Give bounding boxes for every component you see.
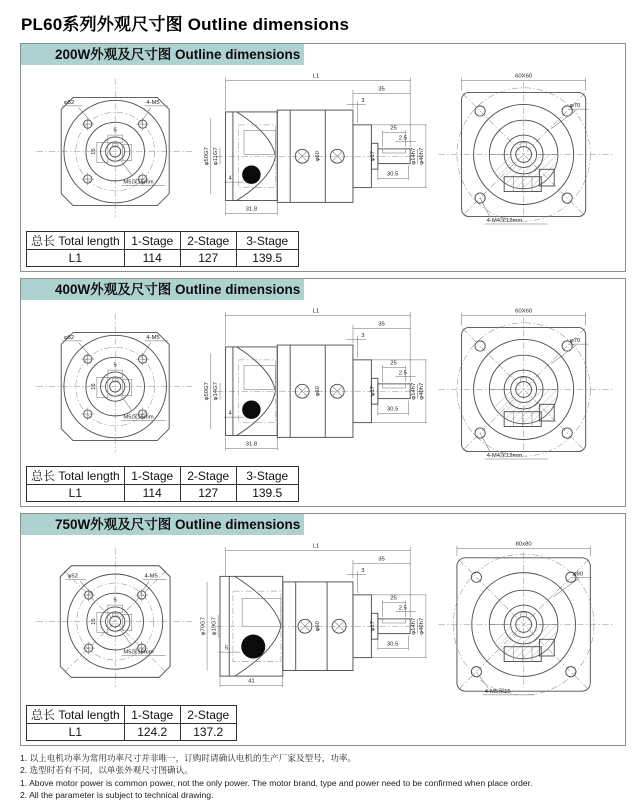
centerlines: [439, 82, 614, 217]
shaft-dia-label: φ14h7: [410, 617, 417, 635]
section-750w-header: 750W外观及尺寸图 Outline dimensions: [21, 514, 304, 535]
key-height-label: 16: [91, 618, 98, 625]
leader-line: [480, 433, 490, 452]
collar-dia-label: φ17: [369, 386, 376, 397]
collar-dia-label: φ17: [369, 621, 376, 632]
front-bolt-holes-label: 4-M5: [146, 99, 160, 106]
key-width-label: 5: [113, 127, 117, 134]
total-length-label: L1: [312, 308, 320, 315]
dimension-lines: [207, 547, 427, 687]
rear-square-label: 80x80: [515, 541, 532, 548]
section-200w-drawings: [21, 65, 625, 229]
table-cell: 139.5: [236, 485, 298, 502]
dimension-lines: [210, 77, 426, 215]
section-200w: [20, 43, 626, 272]
rear-view-drawing: [431, 302, 621, 464]
rear-bolt-holes-label: 4-M5深15: [484, 689, 511, 696]
spigot-dia-label: φ50G7: [203, 147, 210, 166]
table-header: 2-Stage: [180, 467, 236, 485]
front-tapped-holes-label: M5深15mm: [123, 649, 154, 656]
shaft-dia-label: φ14h7: [410, 382, 417, 400]
rear-square-label: 60X60: [515, 308, 533, 315]
front-tapped-holes-label: M5深15mm: [123, 414, 154, 421]
table-cell: 137.2: [180, 724, 236, 741]
rear-circle-dia-label: φ70: [570, 103, 581, 110]
front-length-label: 35: [377, 86, 385, 93]
table-header: 3-Stage: [236, 232, 298, 250]
dimension-table-400w: [26, 466, 299, 502]
spigot-depth-label: 4: [228, 410, 232, 417]
spigot-dia-label: φ50G7: [203, 382, 210, 401]
dimension-table-750w: [26, 705, 237, 741]
page-title: PL60系列外观尺寸图 Outline dimensions: [21, 15, 350, 34]
body-dia-label: φ60: [314, 151, 321, 162]
front-view-drawing: [31, 302, 196, 462]
pilot-dia-label: φ40h7: [418, 147, 425, 165]
front-view-drawing: [31, 67, 196, 227]
side-view-drawing: [196, 537, 431, 697]
bore-dia-label: φ11G7: [212, 147, 219, 166]
table-cell: 114: [124, 250, 180, 267]
table-cell: L1: [27, 250, 125, 267]
note-line: 1. Above motor power is common power, not the only power. The motor brand, type and power need to be confirmed when place order.: [20, 777, 533, 788]
bore-dia-label: φ19G7: [211, 617, 218, 636]
section-750w: [20, 513, 626, 746]
table-header: 2-Stage: [180, 232, 236, 250]
spigot-dia-label: φ70G7: [200, 617, 207, 636]
leader-line: [142, 343, 151, 357]
table-cell: 127: [180, 485, 236, 502]
pilot-dia-label: φ40h7: [418, 382, 425, 400]
motor-adapter-body: [220, 576, 283, 676]
adapter-length-label: 31.8: [245, 206, 257, 213]
leader-line: [552, 110, 577, 129]
shaft-length-label: 30.5: [386, 406, 399, 413]
front-length-label: 35: [377, 321, 385, 328]
key-length-label: 25: [389, 125, 397, 132]
shaft-dia-label: φ14h7: [410, 147, 417, 165]
table-header: 总长 Total length: [27, 467, 125, 485]
table-header: 2-Stage: [180, 706, 236, 724]
rear-view-drawing: [431, 537, 621, 699]
rear-bolt-holes-label: 4-M4深12mm: [486, 453, 523, 460]
front-tapped-holes-label: M5深15mm: [123, 179, 154, 186]
table-cell: 139.5: [236, 250, 298, 267]
spigot-depth-label: 5: [224, 645, 228, 652]
cable-plug: [242, 165, 260, 183]
key-width-label: 5: [113, 362, 117, 369]
table-cell: L1: [27, 485, 125, 502]
table-cell: 124.2: [124, 724, 180, 741]
centerlines: [36, 78, 193, 217]
step-label: 3: [360, 567, 365, 574]
key-height-label: 16: [91, 148, 98, 155]
table-header: 3-Stage: [236, 467, 298, 485]
table-header: 总长 Total length: [27, 232, 125, 250]
section-200w-header: 200W外观及尺寸图 Outline dimensions: [21, 44, 304, 65]
front-view-drawing: [31, 537, 196, 697]
shaft-length-label: 30.5: [386, 171, 399, 178]
body-dia-label: φ60: [314, 386, 321, 397]
shaft-length-label: 30.5: [386, 641, 399, 648]
rear-square-label: 60X60: [515, 73, 533, 80]
leader-line: [477, 672, 489, 689]
key-depth-label: 2.5: [398, 370, 407, 377]
adapter-length-label: 41: [247, 678, 255, 685]
leader-line: [553, 578, 579, 597]
section-750w-drawings: [21, 535, 625, 699]
bore-dia-label: φ14G7: [212, 382, 219, 401]
front-length-label: 35: [377, 556, 385, 563]
total-length-label: L1: [312, 543, 320, 550]
key-depth-label: 2.5: [398, 605, 407, 612]
note-line: 1. 以上电机功率为常用功率尺寸并非唯一，订购时请确认电机的生产厂家及型号，功率。: [20, 753, 357, 763]
body-dia-label: φ60: [314, 621, 321, 632]
pilot-dia-label: φ40h7: [418, 617, 425, 635]
key-length-label: 25: [389, 595, 397, 602]
front-bolt-holes-label: 4-M5: [144, 573, 158, 580]
leader-line: [480, 198, 490, 217]
side-view-drawing: [196, 67, 431, 227]
dimension-table-200w: [26, 231, 299, 267]
leader-line: [142, 108, 151, 122]
front-flange-dia-label: φ52: [63, 99, 75, 106]
cable-plug: [242, 400, 260, 418]
table-cell: 127: [180, 250, 236, 267]
rear-circle-dia-label: φ90: [572, 571, 584, 578]
table-cell: L1: [27, 724, 125, 741]
rear-bolt-holes-label: 4-M4深12mm: [486, 218, 523, 225]
total-length-label: L1: [312, 73, 320, 80]
table-cell: 114: [124, 485, 180, 502]
leader-line: [552, 345, 577, 364]
rear-view-drawing: [431, 67, 621, 229]
centerlines: [439, 317, 614, 452]
collar-dia-label: φ17: [369, 151, 376, 162]
section-400w-drawings: [21, 300, 625, 464]
note-line: 2. All the parameter is subject to technical drawing.: [20, 790, 214, 801]
dimension-lines: [210, 312, 426, 450]
section-400w-header: 400W外观及尺寸图 Outline dimensions: [21, 279, 304, 300]
key-height-label: 16: [91, 383, 98, 390]
section-400w: [20, 278, 626, 507]
front-flange-dia-label: φ52: [63, 334, 75, 341]
note-line: 2. 选型时若有不同，以单张外观尺寸图确认。: [20, 765, 193, 776]
table-header: 1-Stage: [124, 232, 180, 250]
key-depth-label: 2.5: [398, 135, 407, 142]
table-header: 1-Stage: [124, 706, 180, 724]
front-flange-dia-label: φ52: [67, 573, 78, 580]
key-length-label: 25: [389, 360, 397, 367]
cable-plug: [241, 635, 265, 659]
table-header: 1-Stage: [124, 467, 180, 485]
adapter-length-label: 31.8: [245, 441, 257, 448]
centerlines: [36, 313, 193, 452]
rear-circle-dia-label: φ70: [570, 338, 581, 345]
step-label: 3: [360, 97, 365, 104]
leader-line: [79, 108, 94, 124]
table-header: 总长 Total length: [27, 706, 125, 724]
side-view-drawing: [196, 302, 431, 462]
leader-line: [79, 343, 94, 359]
front-bolt-holes-label: 4-M5: [146, 334, 160, 341]
step-label: 3: [360, 332, 365, 339]
footer-notes: [20, 752, 626, 802]
key-width-label: 5: [113, 597, 117, 604]
spigot-depth-label: 4: [228, 175, 232, 182]
